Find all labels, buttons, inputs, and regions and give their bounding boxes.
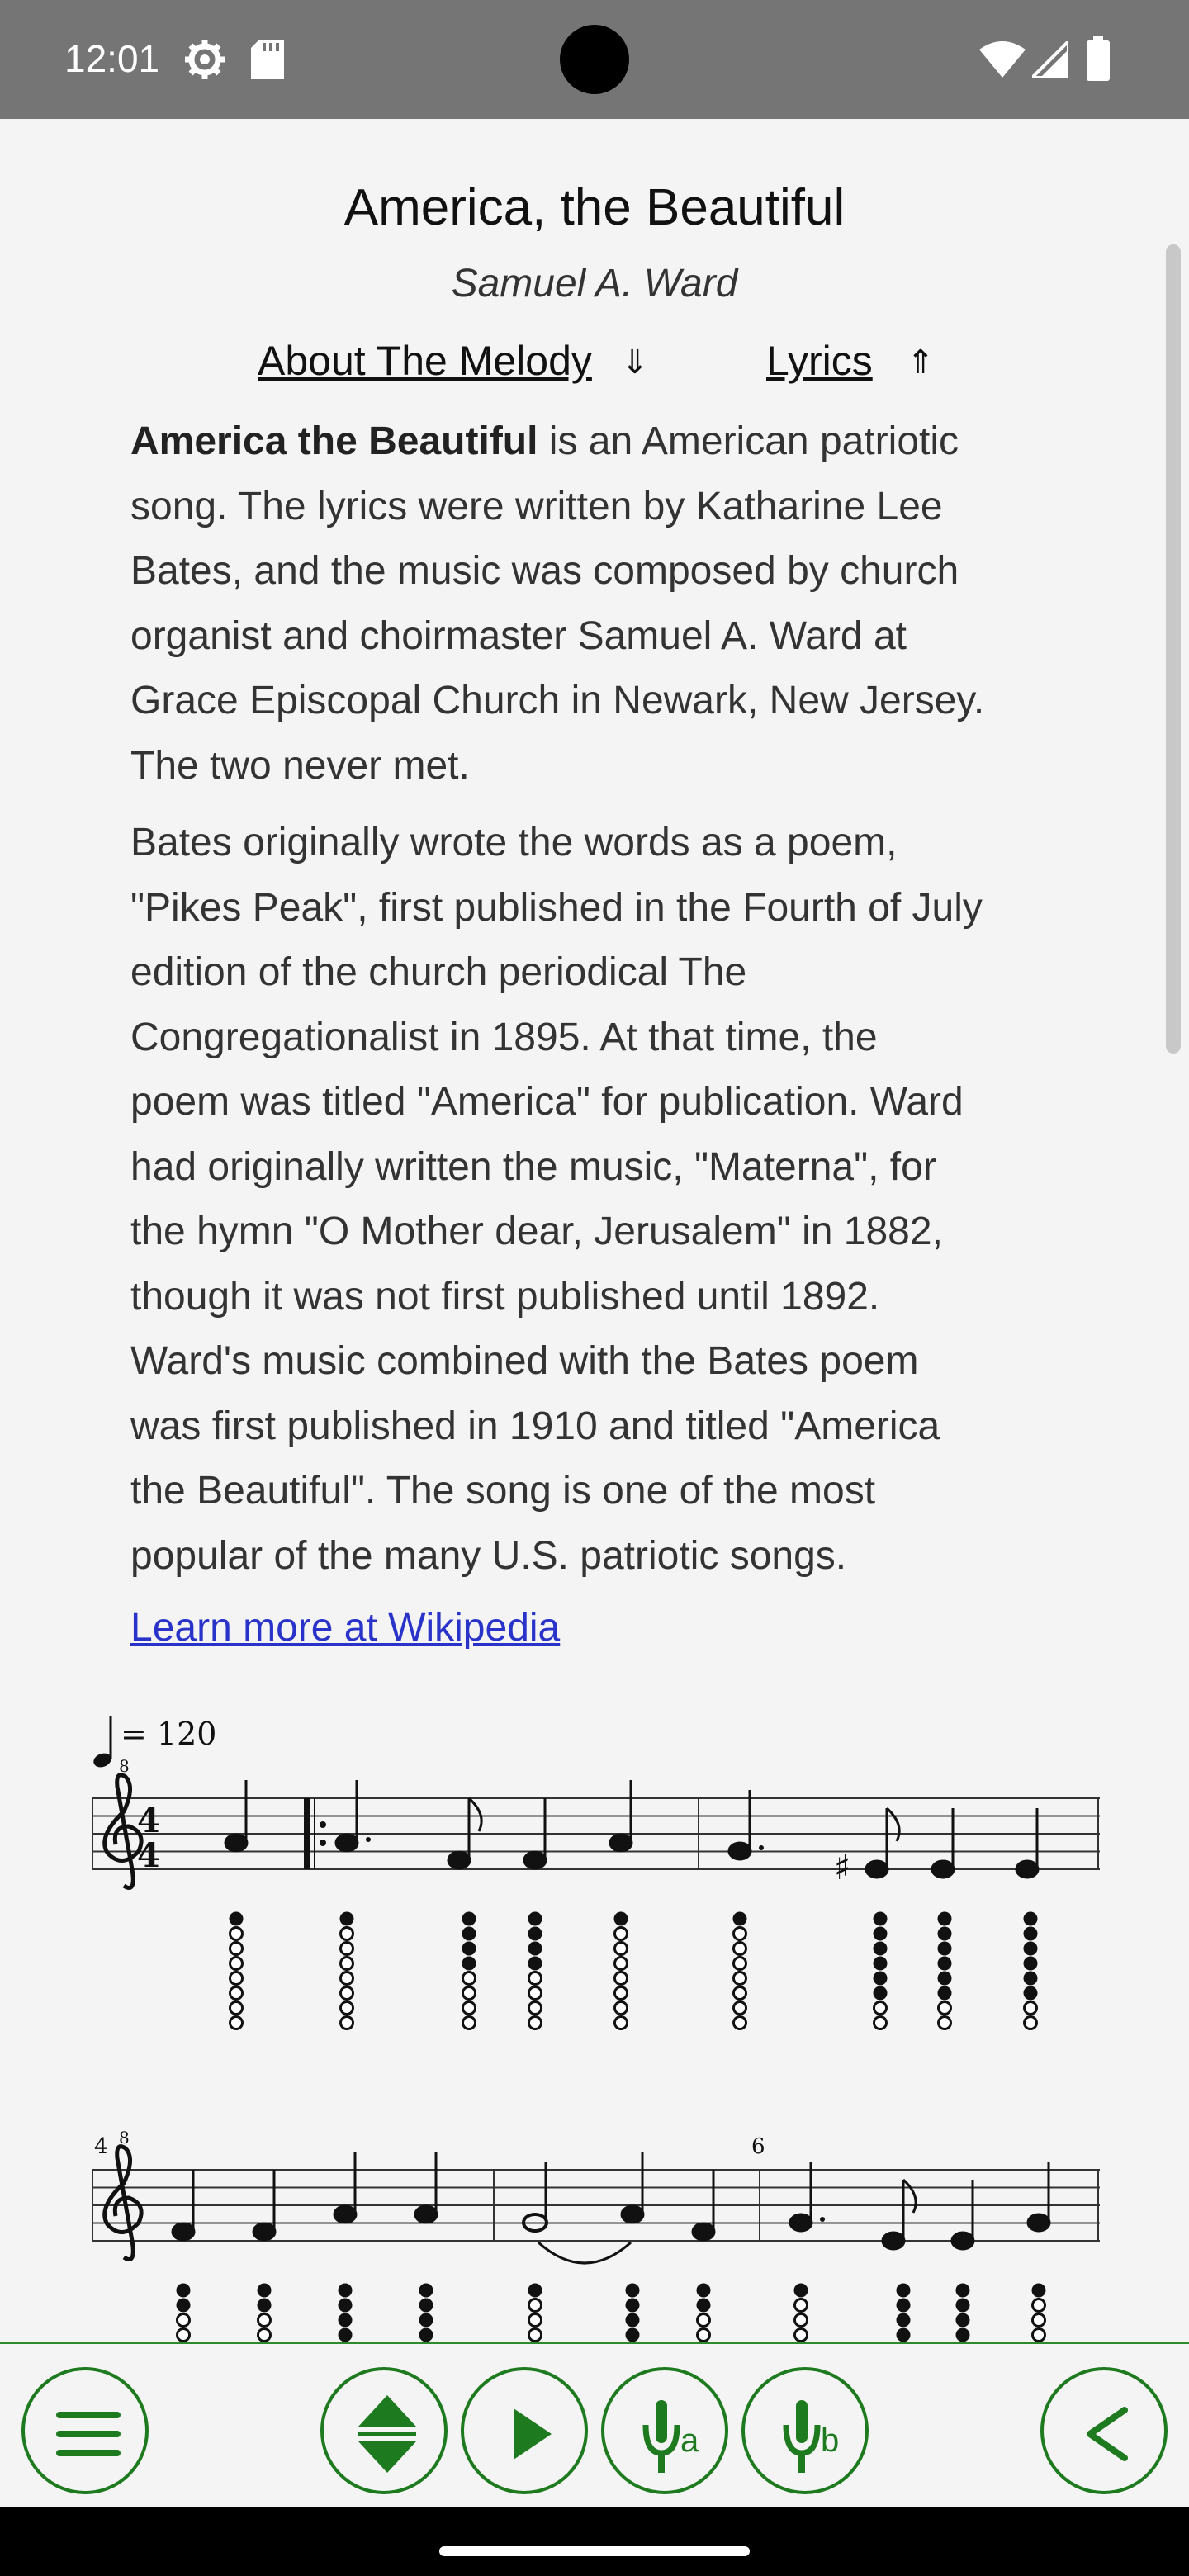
open-hole <box>529 2329 542 2342</box>
closed-hole <box>697 2299 711 2313</box>
closed-hole <box>874 1986 888 2001</box>
fingering-chart <box>462 1912 476 2029</box>
closed-hole <box>956 2299 970 2313</box>
open-hole <box>463 2002 476 2015</box>
paragraph-line: though it was not first published until 1892. <box>130 1274 880 1319</box>
open-hole <box>734 1972 746 1985</box>
wikipedia-link[interactable]: Learn more at Wikipedia <box>130 1606 561 1650</box>
scrollbar[interactable] <box>1166 244 1181 1054</box>
closed-hole <box>462 1957 476 1971</box>
open-hole <box>795 2329 808 2342</box>
open-hole <box>939 2017 951 2029</box>
closed-hole <box>258 2284 272 2298</box>
open-hole <box>1025 2017 1037 2029</box>
home-gesture-pill[interactable] <box>439 2546 750 2556</box>
closed-hole <box>874 1927 888 1941</box>
open-hole <box>341 1958 353 1970</box>
fingering-chart <box>938 1912 952 2029</box>
open-hole <box>341 1943 353 1955</box>
closed-hole <box>1024 1927 1038 1941</box>
paragraph-line: popular of the many U.S. patriotic songs. <box>130 1533 847 1578</box>
staff-system-2 <box>92 2170 1100 2241</box>
fingering-chart <box>1032 2284 1046 2342</box>
paragraph-line: edition of the church periodical The <box>130 950 747 994</box>
open-hole <box>341 1928 353 1940</box>
closed-hole <box>897 2328 911 2342</box>
open-hole <box>230 1943 243 1955</box>
mic-b-letter: b <box>821 2422 840 2459</box>
open-hole <box>230 1928 243 1940</box>
treble-clef-icon <box>105 2147 141 2260</box>
open-hole <box>734 1987 746 2000</box>
paragraph-line: organist and choirmaster Samuel A. Ward at <box>130 613 907 658</box>
closed-hole <box>528 1942 542 1956</box>
camera-cutout <box>560 25 629 94</box>
paragraph-line: song. The lyrics were written by Katharine Lee <box>130 484 943 528</box>
closed-hole <box>528 1927 542 1941</box>
closed-hole <box>956 2284 970 2298</box>
closed-hole <box>874 1912 888 1926</box>
closed-hole <box>938 1957 952 1971</box>
open-hole <box>178 2329 190 2342</box>
paragraph-line: the Beautiful". The song is one of the most <box>130 1469 876 1513</box>
gear-icon <box>183 38 226 85</box>
closed-hole <box>897 2299 911 2313</box>
octave-mark: 8 <box>119 2128 130 2147</box>
closed-hole <box>626 2299 640 2313</box>
open-hole <box>230 2017 243 2029</box>
open-hole <box>529 1972 542 1985</box>
open-hole <box>463 1972 476 1985</box>
fingering-chart <box>419 2284 433 2342</box>
closed-hole <box>733 1912 747 1926</box>
closed-hole <box>626 2313 640 2327</box>
closed-hole <box>938 1912 952 1926</box>
time-sig-bottom: 4 <box>137 1836 160 1875</box>
open-hole <box>341 2017 353 2029</box>
open-hole <box>529 2314 542 2327</box>
closed-hole <box>697 2284 711 2298</box>
fingering-charts-system-1 <box>230 1912 1038 2029</box>
closed-hole <box>614 1912 628 1926</box>
open-hole <box>529 1987 542 2000</box>
signal-icon <box>1032 41 1068 82</box>
open-hole <box>463 1987 476 2000</box>
open-hole <box>258 2314 271 2327</box>
paragraph-line: Grace Episcopal Church in Newark, New Jersey. <box>130 679 985 722</box>
closed-hole <box>897 2284 911 2298</box>
closed-hole <box>956 2313 970 2327</box>
fingering-chart <box>340 1912 354 2029</box>
menu-icon <box>25 2370 152 2498</box>
open-hole <box>698 2329 710 2342</box>
song-title: America, the Beautiful <box>343 179 846 236</box>
song-name-bold: America the Beautiful <box>130 419 538 463</box>
play-button[interactable] <box>461 2367 588 2494</box>
open-hole <box>258 2329 271 2342</box>
open-hole <box>1033 2314 1045 2327</box>
paragraph-line: Congregationalist in 1895. At that time, the <box>130 1015 878 1059</box>
closed-hole <box>528 1957 542 1971</box>
sheet-music[interactable] <box>0 119 1189 2342</box>
closed-hole <box>340 1912 354 1926</box>
fingering-charts-system-2 <box>177 2284 1046 2342</box>
mic-a-button[interactable] <box>601 2367 728 2494</box>
closed-hole <box>874 1957 888 1971</box>
open-hole <box>874 2002 887 2015</box>
closed-hole <box>419 2328 433 2342</box>
closed-hole <box>1032 2284 1046 2298</box>
measure-number-4: 4 <box>94 2134 108 2159</box>
fingering-chart <box>339 2284 353 2342</box>
song-content[interactable] <box>0 119 1189 2342</box>
back-button[interactable] <box>1040 2367 1168 2494</box>
fingering-chart <box>528 1912 542 2029</box>
fingering-chart <box>794 2284 808 2342</box>
closed-hole <box>419 2313 433 2327</box>
paragraph-line: the hymn "O Mother dear, Jerusalem" in 1882, <box>130 1210 943 1253</box>
open-hole <box>341 2002 353 2015</box>
open-hole <box>734 1943 746 1955</box>
fingering-chart <box>258 2284 272 2342</box>
open-hole <box>734 1958 746 1970</box>
closed-hole <box>956 2328 970 2342</box>
treble-clef-icon <box>105 1775 141 1888</box>
open-hole <box>529 2002 542 2015</box>
mic-b-icon <box>745 2370 872 2498</box>
fingering-chart <box>897 2284 911 2342</box>
closed-hole <box>938 1942 952 1956</box>
closed-hole <box>938 1927 952 1941</box>
fingering-chart <box>874 1912 888 2029</box>
open-hole <box>874 2017 887 2029</box>
closed-hole <box>794 2284 808 2298</box>
up-down-icon <box>324 2370 451 2498</box>
closed-hole <box>258 2299 272 2313</box>
closed-hole <box>177 2284 191 2298</box>
open-hole <box>1033 2299 1045 2312</box>
closed-hole <box>339 2284 353 2298</box>
closed-hole <box>462 1942 476 1956</box>
paragraph-line: had originally written the music, "Materna", for <box>130 1144 936 1189</box>
open-hole <box>341 1987 353 2000</box>
battery-icon <box>1087 36 1110 85</box>
fingering-chart <box>956 2284 970 2342</box>
open-hole <box>734 2017 746 2029</box>
open-hole <box>230 1987 243 2000</box>
closed-hole <box>528 2284 542 2298</box>
closed-hole <box>1024 1942 1038 1956</box>
open-hole <box>230 1972 243 1985</box>
open-hole <box>463 2017 476 2029</box>
closed-hole <box>938 1986 952 2001</box>
up-arrow-icon[interactable]: ⇑ <box>907 344 935 381</box>
fingering-chart <box>697 2284 711 2342</box>
wifi-icon <box>979 41 1026 82</box>
open-hole <box>529 2017 542 2029</box>
fingering-chart <box>177 2284 191 2342</box>
open-hole <box>698 2314 710 2327</box>
open-hole <box>1033 2329 1045 2342</box>
sharp-sign: ♯ <box>834 1847 851 1887</box>
bottom-toolbar <box>0 2342 1189 2507</box>
closed-hole <box>874 1942 888 1956</box>
notes-system-1 <box>225 1780 1038 1878</box>
back-icon <box>1044 2370 1171 2498</box>
sd-card-icon <box>251 40 284 83</box>
paragraph-line: poem was titled "America" for publication. Ward <box>130 1080 964 1124</box>
open-hole <box>230 1958 243 1970</box>
closed-hole <box>230 1912 244 1926</box>
time-sig-top: 4 <box>137 1802 160 1840</box>
open-hole <box>615 1972 628 1985</box>
open-hole <box>615 1987 628 2000</box>
fingering-chart <box>614 1912 628 2029</box>
open-hole <box>178 2314 190 2327</box>
about-melody-link[interactable]: About The Melody <box>258 338 592 384</box>
closed-hole <box>897 2313 911 2327</box>
tempo-marking: = 120 <box>121 1716 217 1752</box>
closed-hole <box>339 2299 353 2313</box>
play-icon <box>464 2370 591 2498</box>
open-hole <box>795 2314 808 2327</box>
status-time: 12:01 <box>64 37 160 80</box>
closed-hole <box>874 1972 888 1986</box>
closed-hole <box>528 1912 542 1926</box>
fingering-chart <box>1024 1912 1038 2029</box>
closed-hole <box>419 2284 433 2298</box>
mic-a-letter: a <box>680 2422 699 2459</box>
mic-b-button[interactable] <box>741 2367 869 2494</box>
paragraph-line: Bates originally wrote the words as a poem, <box>130 821 898 864</box>
mic-a-icon <box>604 2370 732 2498</box>
composer-name: Samuel A. Ward <box>451 262 738 305</box>
fingering-chart <box>528 2284 542 2342</box>
fingering-chart <box>626 2284 640 2342</box>
staff-system-1 <box>92 1798 1100 1869</box>
system-nav-bar <box>0 2507 1189 2576</box>
open-hole <box>615 2017 628 2029</box>
open-hole <box>939 2002 951 2015</box>
closed-hole <box>1024 1912 1038 1926</box>
open-hole <box>615 1928 628 1940</box>
closed-hole <box>177 2299 191 2313</box>
paragraph-line: Ward's music combined with the Bates poem <box>130 1339 919 1383</box>
open-hole <box>1025 2002 1037 2015</box>
menu-button[interactable] <box>21 2367 149 2494</box>
open-hole <box>734 2002 746 2015</box>
closed-hole <box>938 1972 952 1986</box>
open-hole <box>615 1943 628 1955</box>
scroll-toggle-button[interactable] <box>320 2367 448 2494</box>
open-hole <box>615 1958 628 1970</box>
down-arrow-icon[interactable]: ⇓ <box>621 344 649 381</box>
fingering-chart <box>230 1912 244 2029</box>
open-hole <box>615 2002 628 2015</box>
open-hole <box>529 2299 542 2312</box>
closed-hole <box>462 1912 476 1926</box>
paragraph-line: Bates, and the music was composed by church <box>130 549 959 593</box>
closed-hole <box>1024 1986 1038 2001</box>
notes-system-2 <box>173 2152 1049 2263</box>
paragraph-line: was first published in 1910 and titled "America <box>130 1404 940 1448</box>
lyrics-link[interactable]: Lyrics <box>766 338 873 384</box>
paragraph-line: America the Beautiful is an American patriotic <box>130 419 959 463</box>
status-bar <box>0 0 1189 119</box>
octave-mark: 8 <box>119 1756 130 1776</box>
closed-hole <box>339 2313 353 2327</box>
measure-number-6: 6 <box>751 2134 765 2159</box>
closed-hole <box>339 2328 353 2342</box>
closed-hole <box>462 1927 476 1941</box>
closed-hole <box>1024 1972 1038 1986</box>
closed-hole <box>626 2284 640 2298</box>
closed-hole <box>626 2328 640 2342</box>
open-hole <box>230 2002 243 2015</box>
paragraph-line: "Pikes Peak", first published in the Fourth of July <box>130 885 983 930</box>
open-hole <box>341 1972 353 1985</box>
fingering-chart <box>733 1912 747 2029</box>
closed-hole <box>419 2299 433 2313</box>
open-hole <box>795 2299 808 2312</box>
paragraph-line: The two never met. <box>130 743 470 788</box>
closed-hole <box>1024 1957 1038 1971</box>
open-hole <box>734 1928 746 1940</box>
